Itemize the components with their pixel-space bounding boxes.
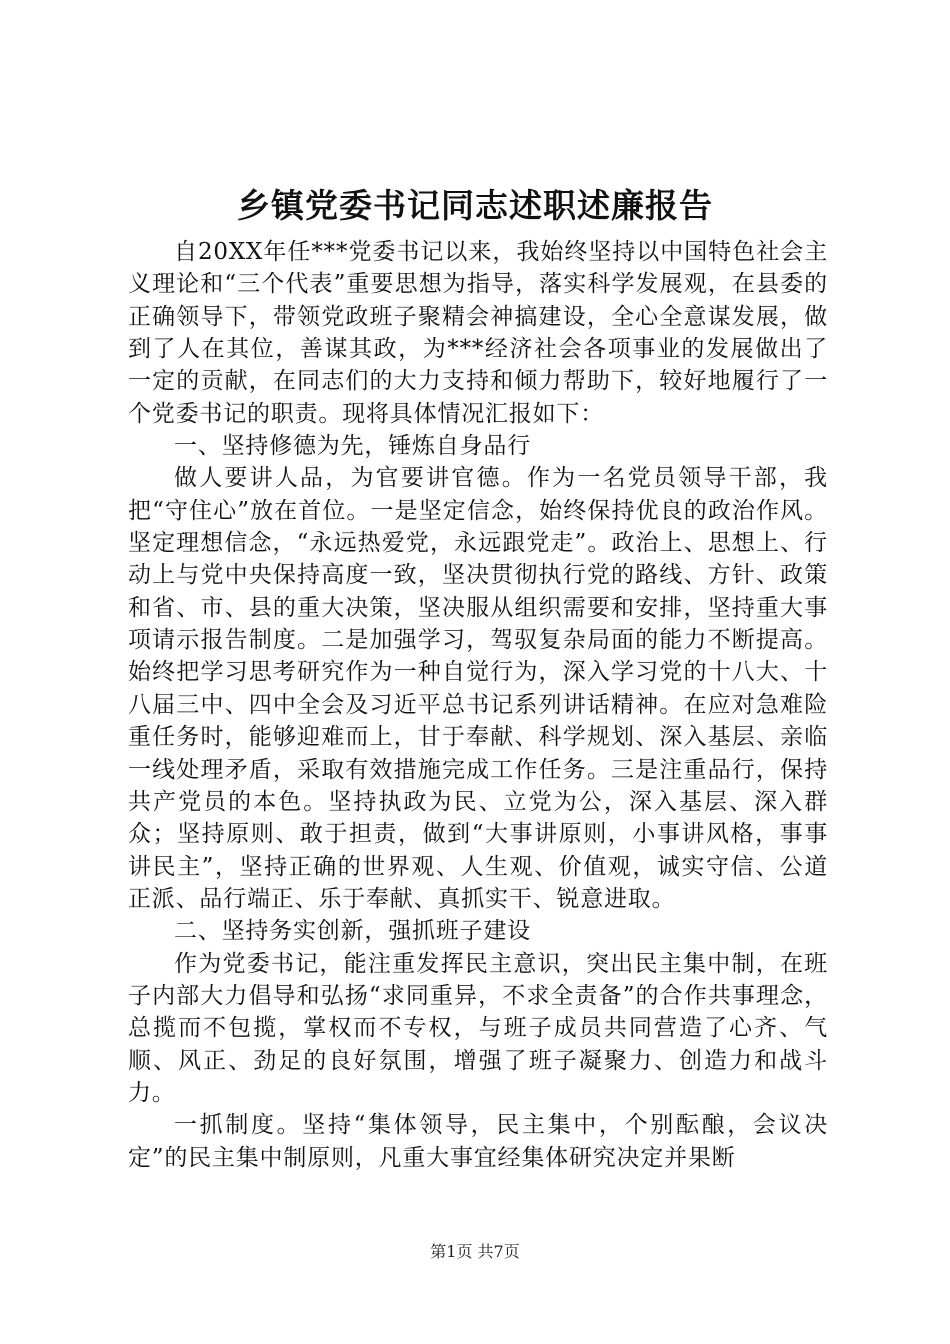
document-body xyxy=(128,236,828,1174)
section-2-paragraph: 作为党委书记，能注重发挥民主意识，突出民主集中制，在班子内部大力倡导和弘扬“求同重异，不求全责备”的合作共事理念，总揽而不包揽，掌权而不专权，与班子成员共同营造了心齐、气顺、风正、劲足的良好氛围，增强了班子凝聚力、创造力和战斗力。 xyxy=(128,950,828,1106)
intro-paragraph: 自20XX年任***党委书记以来，我始终坚持以中国特色社会主义理论和“三个代表”重要思想为指导，落实科学发展观，在县委的正确领导下，带领党政班子聚精会神搞建设，全心全意谋发展，做到了人在其位，善谋其政，为***经济社会各项事业的发展做出了一定的贡献，在同志们的大力支持和倾力帮助下，较好地履行了一个党委书记的职责。现将具体情况汇报如下： xyxy=(128,239,828,427)
page-footer: 第1页 共7页 xyxy=(430,1242,520,1261)
section-heading-2: 二、坚持务实创新，强抓班子建设 xyxy=(174,918,531,945)
section-1-paragraph: 做人要讲人品，为官要讲官德。作为一名党员领导干部，我把“守住心”放在首位。一是坚定信念，始终保持优良的政治作风。坚定理想信念，“永远热爱党，永远跟党走”。政治上、思想上、行动上与党中央保持高度一致，坚决贯彻执行党的路线、方针、政策和省、市、县的重大决策，坚决服从组织需要和安排，坚持重大事项请示报告制度。二是加强学习，驾驭复杂局面的能力不断提高。始终把学习思考研究作为一种自觉行为，深入学习党的十八大、十八届三中、四中全会及习近平总书记系列讲话精神。在应对急难险重任务时，能够迎难而上，甘于奉献、科学规划、深入基层、亲临一线处理矛盾，采取有效措施完成工作任务。三是注重品行，保持共产党员的本色。坚持执政为民、立党为公，深入基层、深入群众；坚持原则、敢于担责，做到“大事讲原则，小事讲风格，事事讲民主”，坚持正确的世界观、人生观、价值观，诚实守信、公道正派、品行端正、乐于奉献、真抓实干、锐意进取。 xyxy=(128,465,828,912)
section-heading-1: 一、坚持修德为先，锤炼自身品行 xyxy=(174,433,531,460)
section-2-paragraph-system: 一抓制度。坚持“集体领导，民主集中，个别酝酿，会议决定”的民主集中制原则，凡重大事宜经集体研究决定并果断 xyxy=(128,1112,828,1171)
document-title: 乡镇党委书记同志述职述廉报告 xyxy=(237,186,713,225)
